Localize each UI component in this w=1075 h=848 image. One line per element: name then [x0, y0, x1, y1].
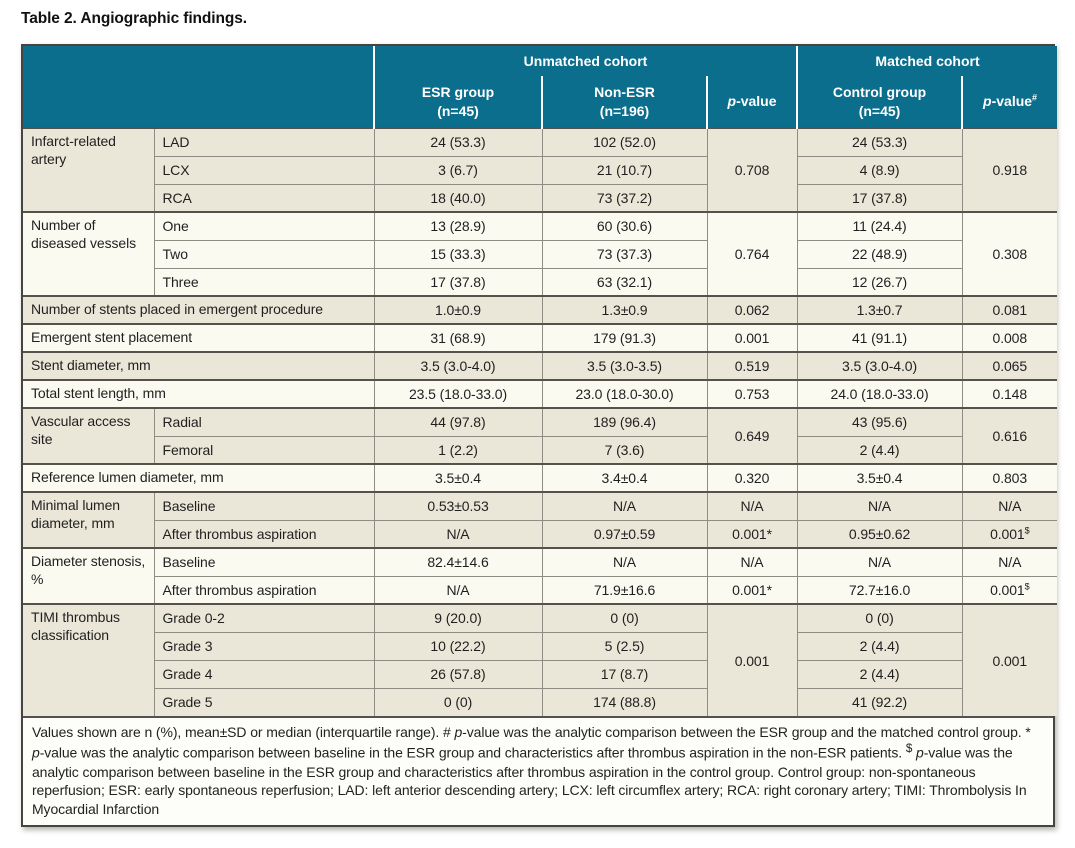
cell-p-matched: 0.148 — [962, 380, 1057, 408]
cell-nonesr: 5 (2.5) — [542, 632, 707, 660]
cell-p-unmatched: 0.764 — [707, 212, 797, 296]
header-nonesr-name: Non-ESR — [594, 84, 655, 101]
cell-esr: 26 (57.8) — [374, 660, 542, 688]
row-label: Number of stents placed in emergent procedure — [23, 296, 374, 324]
cell-esr: 0.53±0.53 — [374, 492, 542, 520]
cell-esr: 1.0±0.9 — [374, 296, 542, 324]
cell-p-matched: 0.008 — [962, 324, 1057, 352]
row-sub-label: RCA — [154, 184, 374, 212]
cell-control: 0.95±0.62 — [797, 520, 962, 548]
cell-p-unmatched: 0.320 — [707, 464, 797, 492]
cell-esr: 9 (20.0) — [374, 604, 542, 632]
cell-control: 24.0 (18.0-33.0) — [797, 380, 962, 408]
cell-control: 17 (37.8) — [797, 184, 962, 212]
cell-esr: 31 (68.9) — [374, 324, 542, 352]
cell-control: 24 (53.3) — [797, 128, 962, 156]
table-row — [23, 632, 1057, 660]
table-row — [23, 492, 1057, 520]
angiographic-findings-table — [23, 46, 1057, 716]
cell-nonesr: 3.4±0.4 — [542, 464, 707, 492]
cell-esr: 13 (28.9) — [374, 212, 542, 240]
cell-control: 2 (4.4) — [797, 660, 962, 688]
header-esr-group-n: (n=45) — [437, 102, 479, 119]
cell-nonesr: 0.97±0.59 — [542, 520, 707, 548]
cell-p-matched: 0.001$ — [962, 520, 1057, 548]
table-row — [23, 548, 1057, 576]
row-sub-label: Grade 5 — [154, 688, 374, 716]
cell-control: N/A — [797, 492, 962, 520]
table-title: Table 2. Angiographic findings. — [21, 10, 247, 27]
row-sub-label: Femoral — [154, 436, 374, 464]
table-row — [23, 660, 1057, 688]
cell-esr: 82.4±14.6 — [374, 548, 542, 576]
row-group-label: Diameter stenosis, % — [23, 548, 154, 604]
cell-control: N/A — [797, 548, 962, 576]
table-row — [23, 380, 1057, 408]
cell-control: 3.5 (3.0-4.0) — [797, 352, 962, 380]
cell-nonesr: 174 (88.8) — [542, 688, 707, 716]
cell-control: 22 (48.9) — [797, 240, 962, 268]
cell-nonesr: 71.9±16.6 — [542, 576, 707, 604]
cell-nonesr: 7 (3.6) — [542, 436, 707, 464]
row-sub-label: Grade 0-2 — [154, 604, 374, 632]
header-nonesr-n: (n=196) — [599, 102, 650, 119]
cell-nonesr: 63 (32.1) — [542, 268, 707, 296]
table-container — [21, 44, 1055, 827]
table-row — [23, 436, 1057, 464]
row-sub-label: LAD — [154, 128, 374, 156]
cell-esr: 15 (33.3) — [374, 240, 542, 268]
cell-p-unmatched: 0.001* — [707, 520, 797, 548]
header-esr-group-name: ESR group — [421, 84, 495, 101]
cell-p-unmatched: N/A — [707, 492, 797, 520]
cell-esr: 1 (2.2) — [374, 436, 542, 464]
cell-control: 0 (0) — [797, 604, 962, 632]
row-group-label: Vascular access site — [23, 408, 154, 464]
cell-esr: 3.5±0.4 — [374, 464, 542, 492]
header-nonesr-group — [542, 76, 707, 128]
row-sub-label: One — [154, 212, 374, 240]
cell-control: 2 (4.4) — [797, 436, 962, 464]
table-row — [23, 520, 1057, 548]
cell-control: 1.3±0.7 — [797, 296, 962, 324]
row-label: Reference lumen diameter, mm — [23, 464, 374, 492]
table-row — [23, 240, 1057, 268]
table-row — [23, 688, 1057, 716]
cell-p-unmatched: 0.649 — [707, 408, 797, 464]
row-sub-label: LCX — [154, 156, 374, 184]
cell-nonesr: 17 (8.7) — [542, 660, 707, 688]
cell-p-matched: 0.001 — [962, 604, 1057, 716]
table-row — [23, 464, 1057, 492]
header-matched-cohort: Matched cohort — [797, 46, 1057, 76]
cell-esr: 44 (97.8) — [374, 408, 542, 436]
header-control-group — [797, 76, 962, 128]
cell-control: 41 (91.1) — [797, 324, 962, 352]
row-sub-label: After thrombus aspiration — [154, 520, 374, 548]
cell-p-unmatched: 0.753 — [707, 380, 797, 408]
cell-p-unmatched: 0.062 — [707, 296, 797, 324]
cell-nonesr: 102 (52.0) — [542, 128, 707, 156]
cell-nonesr: 60 (30.6) — [542, 212, 707, 240]
cell-esr: N/A — [374, 520, 542, 548]
table-row — [23, 576, 1057, 604]
table-row — [23, 324, 1057, 352]
header-cohort-row — [23, 46, 1057, 76]
table-row — [23, 128, 1057, 156]
cell-esr: N/A — [374, 576, 542, 604]
cell-p-unmatched: N/A — [707, 548, 797, 576]
table-row — [23, 184, 1057, 212]
cell-nonesr: 23.0 (18.0-30.0) — [542, 380, 707, 408]
cell-esr: 17 (37.8) — [374, 268, 542, 296]
cell-nonesr: 73 (37.2) — [542, 184, 707, 212]
header-unmatched-cohort: Unmatched cohort — [374, 46, 797, 76]
cell-p-matched: 0.081 — [962, 296, 1057, 324]
cell-esr: 23.5 (18.0-33.0) — [374, 380, 542, 408]
cell-nonesr: 1.3±0.9 — [542, 296, 707, 324]
table-row — [23, 352, 1057, 380]
table-row — [23, 604, 1057, 632]
cell-p-matched: N/A — [962, 492, 1057, 520]
cell-control: 41 (92.2) — [797, 688, 962, 716]
cell-p-unmatched: 0.519 — [707, 352, 797, 380]
cell-p-matched: N/A — [962, 548, 1057, 576]
row-sub-label: Three — [154, 268, 374, 296]
row-sub-label: Radial — [154, 408, 374, 436]
cell-esr: 0 (0) — [374, 688, 542, 716]
cell-esr: 3.5 (3.0-4.0) — [374, 352, 542, 380]
table-body — [23, 128, 1057, 716]
cell-control: 12 (26.7) — [797, 268, 962, 296]
row-sub-label: Two — [154, 240, 374, 268]
row-group-label: Number of diseased vessels — [23, 212, 154, 296]
row-sub-label: After thrombus aspiration — [154, 576, 374, 604]
cell-p-matched: 0.308 — [962, 212, 1057, 296]
cell-nonesr: 73 (37.3) — [542, 240, 707, 268]
header-control-n: (n=45) — [858, 102, 901, 119]
cell-control: 4 (8.9) — [797, 156, 962, 184]
header-esr-group — [374, 76, 542, 128]
row-label: Emergent stent placement — [23, 324, 374, 352]
cell-esr: 10 (22.2) — [374, 632, 542, 660]
cell-esr: 18 (40.0) — [374, 184, 542, 212]
cell-esr: 3 (6.7) — [374, 156, 542, 184]
cell-control: 11 (24.4) — [797, 212, 962, 240]
header-pvalue-unmatched: p-value — [707, 76, 797, 128]
table-row — [23, 408, 1057, 436]
table-header — [23, 46, 1057, 128]
table-row — [23, 296, 1057, 324]
row-sub-label: Grade 3 — [154, 632, 374, 660]
header-corner-cell — [23, 46, 374, 128]
row-group-label: Minimal lumen diameter, mm — [23, 492, 154, 548]
cell-p-matched: 0.001$ — [962, 576, 1057, 604]
table-row — [23, 212, 1057, 240]
cell-control: 2 (4.4) — [797, 632, 962, 660]
cell-nonesr: 189 (96.4) — [542, 408, 707, 436]
cell-p-unmatched: 0.001* — [707, 576, 797, 604]
header-pvalue-matched: p-value# — [962, 76, 1057, 128]
cell-control: 43 (95.6) — [797, 408, 962, 436]
table-footnote: Values shown are n (%), mean±SD or median (interquartile range). # p-value was the analytic comparison between the ESR group and the matched control group. * p-value was the analytic comparison between baseline in the ESR group and characteristics after thrombus aspiration in the non-ESR patients. $ p-value was the analytic comparison between baseline in the ESR group and characteristics after thrombus aspiration in the control group. Control group: non-spontaneous reperfusion; ESR: early spontaneous reperfusion; LAD: left anterior descending artery; LCX: left circumflex artery; RCA: right coronary artery; TIMI: Thrombolysis In Myocardial Infarction — [23, 716, 1053, 825]
cell-control: 72.7±16.0 — [797, 576, 962, 604]
cell-p-unmatched: 0.001 — [707, 604, 797, 716]
row-sub-label: Baseline — [154, 548, 374, 576]
row-label: Stent diameter, mm — [23, 352, 374, 380]
cell-nonesr: 3.5 (3.0-3.5) — [542, 352, 707, 380]
row-sub-label: Baseline — [154, 492, 374, 520]
cell-control: 3.5±0.4 — [797, 464, 962, 492]
cell-p-unmatched: 0.708 — [707, 128, 797, 212]
row-label: Total stent length, mm — [23, 380, 374, 408]
table-row — [23, 156, 1057, 184]
cell-nonesr: N/A — [542, 548, 707, 576]
cell-p-matched: 0.803 — [962, 464, 1057, 492]
header-control-name: Control group — [832, 84, 927, 101]
cell-nonesr: 0 (0) — [542, 604, 707, 632]
row-group-label: Infarct-related artery — [23, 128, 154, 212]
cell-nonesr: 21 (10.7) — [542, 156, 707, 184]
cell-nonesr: N/A — [542, 492, 707, 520]
cell-esr: 24 (53.3) — [374, 128, 542, 156]
cell-p-matched: 0.616 — [962, 408, 1057, 464]
cell-p-matched: 0.918 — [962, 128, 1057, 212]
cell-nonesr: 179 (91.3) — [542, 324, 707, 352]
cell-p-unmatched: 0.001 — [707, 324, 797, 352]
row-sub-label: Grade 4 — [154, 660, 374, 688]
table-row — [23, 268, 1057, 296]
cell-p-matched: 0.065 — [962, 352, 1057, 380]
row-group-label: TIMI thrombus classification — [23, 604, 154, 716]
